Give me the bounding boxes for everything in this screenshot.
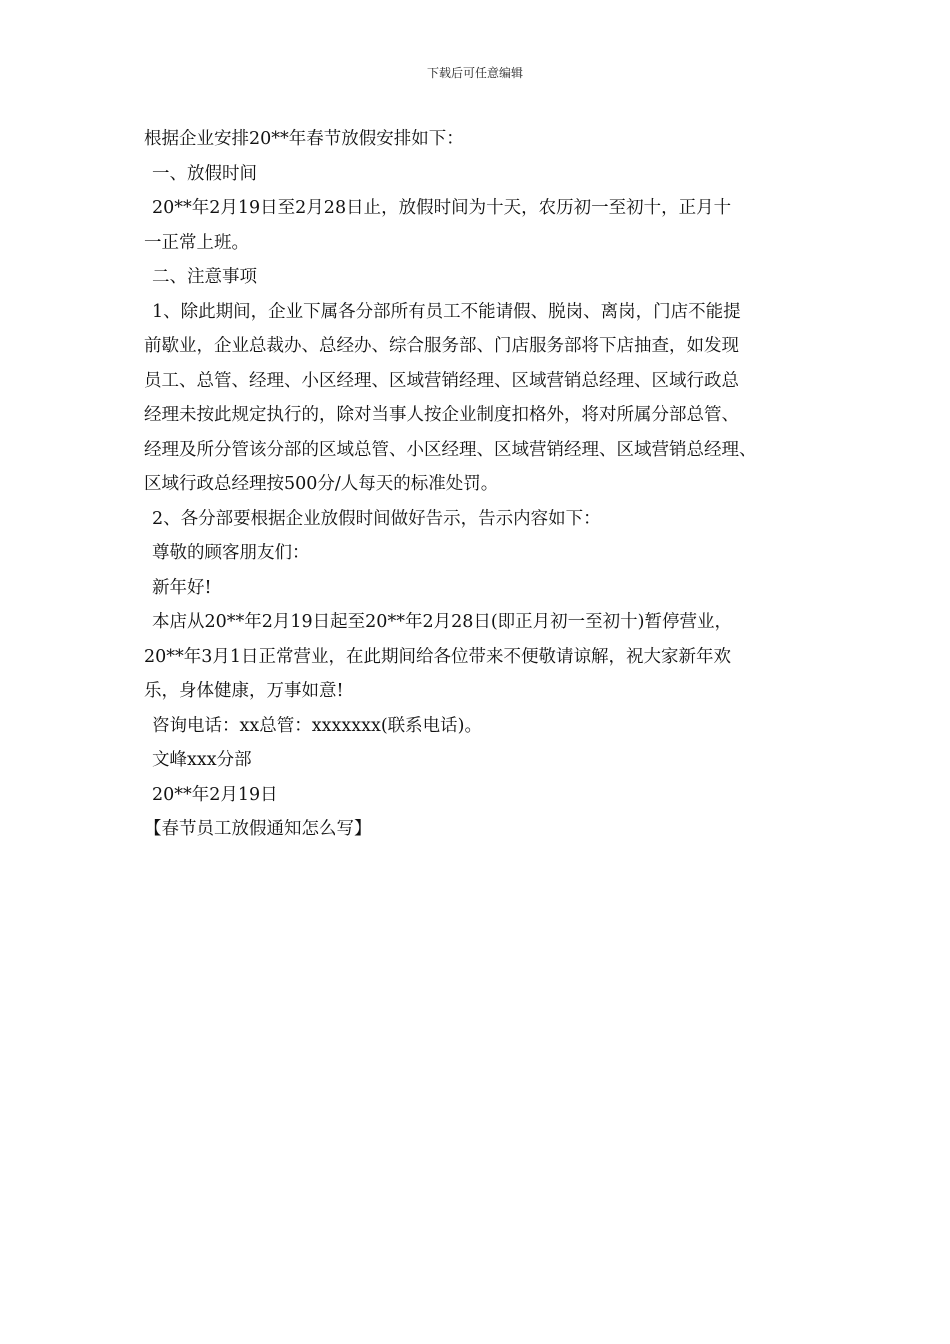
notice-new-year: 新年好!: [152, 577, 212, 598]
notes-item-1-line-4: 经理未按此规定执行的，除对当事人按企业制度扣格外，将对所属分部总管、: [144, 405, 739, 425]
notice-body-line-3: 乐，身体健康，万事如意!: [144, 681, 344, 701]
notes-item-1-line-5: 经理及所分管该分部的区域总管、小区经理、区域营销经理、区域营销总经理、: [144, 439, 757, 460]
notes-item-1-line-3: 员工、总管、经理、小区经理、区域营销经理、区域营销总经理、区域行政总: [144, 370, 739, 391]
notes-item-1-line-2: 前歇业，企业总裁办、总经办、综合服务部、门店服务部将下店抽查，如发现: [144, 336, 739, 356]
notice-date: 20**年2月19日: [152, 784, 278, 805]
notice-signature: 文峰xxx分部: [152, 750, 252, 770]
document-body: [144, 122, 824, 847]
notice-contact: 咨询电话：xx总管：xxxxxxx(联系电话)。: [152, 715, 482, 736]
notes-item-2-line-1: 2、各分部要根据企业放假时间做好告示，告示内容如下：: [152, 508, 601, 529]
notes-item-1-line-6: 区域行政总经理按500分/人每天的标准处罚。: [144, 474, 499, 494]
footer-title: 【春节员工放假通知怎么写】: [144, 819, 372, 839]
notice-body-line-2: 20**年3月1日正常营业，在此期间给各位带来不便敬请谅解，祝大家新年欢: [144, 646, 732, 667]
section-heading-notes: 二、注意事项: [152, 267, 257, 287]
notice-body-line-1: 本店从20**年2月19日起至20**年2月28日(即正月初一至初十)暂停营业，: [152, 612, 732, 632]
notes-item-1-line-1: 1、除此期间，企业下属各分部所有员工不能请假、脱岗、离岗，门店不能提: [152, 301, 741, 322]
notice-greeting: 尊敬的顾客朋友们：: [152, 543, 310, 563]
intro-line: 根据企业安排20**年春节放假安排如下：: [144, 129, 464, 149]
holiday-time-line-2: 一正常上班。: [144, 232, 249, 253]
holiday-time-line-1: 20**年2月19日至2月28日止，放假时间为十天，农历初一至初十，正月十: [152, 198, 732, 218]
page-header: 下载后可任意编辑: [426, 66, 523, 80]
section-heading-holiday-time: 一、放假时间: [152, 163, 257, 184]
